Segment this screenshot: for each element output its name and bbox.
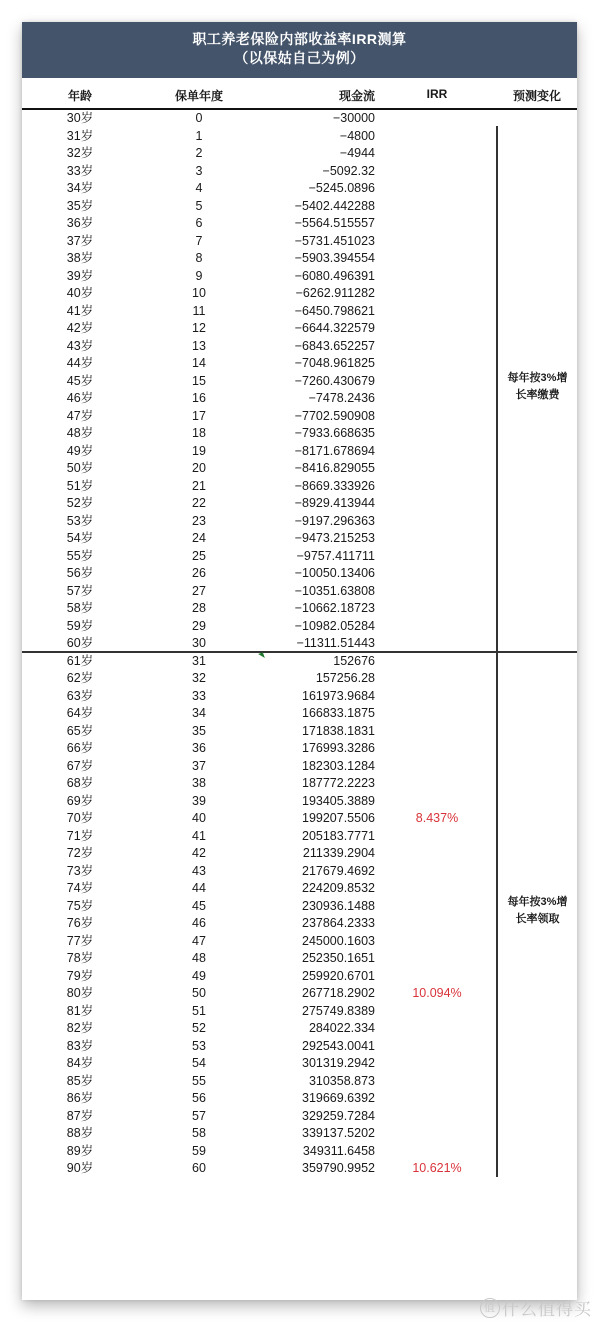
cell-policy-year: 5 [195,198,203,213]
cell-age: 30岁 [66,111,94,125]
cell-policy-year: 51 [192,1003,206,1018]
cell-age: 53岁 [66,513,94,528]
cell-age: 43岁 [66,338,94,353]
cell-policy-year: 38 [192,776,206,790]
cell-cash-flow: −7933.668635 [294,426,375,440]
table-row [22,373,577,391]
cell-cash-flow: 182303.1284 [302,758,375,773]
cell-policy-year: 27 [192,583,206,598]
table-row [22,408,577,426]
cell-policy-year: 6 [195,216,203,230]
cell-age: 81岁 [66,1003,94,1018]
cell-policy-year: 58 [192,1126,206,1140]
cell-age: 57岁 [66,583,94,598]
cell-cash-flow: −4944 [339,146,375,160]
cell-policy-year: 46 [192,916,206,930]
cell-age: 54岁 [66,531,94,545]
cell-cash-flow: −6262.911282 [295,286,375,300]
cell-age: 82岁 [66,1021,94,1035]
table-row [22,1038,577,1056]
cell-policy-year: 43 [192,863,206,878]
title-band [22,22,577,78]
cell-age: 77岁 [66,933,94,948]
table-row [22,145,577,163]
table-row [22,1160,577,1178]
table-row [22,828,577,846]
cell-cash-flow: 284022.334 [308,1021,375,1035]
cell-cash-flow: −10662.18723 [294,601,375,615]
table-row [22,915,577,933]
cell-age: 88岁 [66,1126,94,1140]
cell-cash-flow: 161973.9684 [302,688,375,703]
note-receive [498,894,577,928]
cell-cash-flow: −4800 [339,128,375,143]
cell-policy-year: 7 [195,233,203,248]
cell-age: 72岁 [66,846,94,860]
cell-age: 55岁 [66,548,94,563]
cell-policy-year: 10 [192,286,206,300]
table-title: 职工养老保险内部收益率IRR测算 [192,31,407,47]
cell-policy-year: 45 [192,898,206,913]
cell-policy-year: 52 [192,1021,206,1035]
cell-cash-flow: −7260.430679 [294,373,375,388]
cell-policy-year: 57 [192,1108,206,1123]
cell-age: 37岁 [66,233,94,248]
table-row [22,880,577,898]
cell-policy-year: 59 [192,1143,206,1158]
table-row [22,810,577,828]
cell-age: 56岁 [66,566,94,580]
cell-age: 68岁 [66,776,94,790]
cell-age: 44岁 [66,356,94,370]
header-cash-flow: 现金流 [338,89,375,103]
cell-cash-flow: −6843.652257 [294,338,375,353]
table-row [22,635,577,653]
cell-policy-year: 3 [195,163,203,178]
cell-policy-year: 20 [192,461,206,475]
cell-policy-year: 53 [192,1038,206,1053]
cell-policy-year: 40 [192,811,206,825]
table-row [22,845,577,863]
cell-cash-flow: −30000 [332,111,375,125]
cell-age: 63岁 [66,688,94,703]
cell-cash-flow: −8929.413944 [294,496,375,510]
table-row [22,128,577,146]
table-row [22,1125,577,1143]
cell-cash-flow: −9757.411711 [296,548,375,563]
cell-cash-flow: 339137.5202 [302,1126,375,1140]
cell-cash-flow: 176993.3286 [302,741,375,755]
cell-age: 73岁 [66,863,94,878]
cell-cash-flow: 310358.873 [308,1073,375,1088]
cell-policy-year: 15 [192,373,206,388]
cell-cash-flow: −8669.333926 [294,478,375,493]
cell-policy-year: 2 [195,146,203,160]
cell-age: 51岁 [66,478,94,493]
cell-irr: 10.621% [412,1161,462,1175]
cell-policy-year: 23 [192,513,206,528]
cell-age: 87岁 [66,1108,94,1123]
table-row [22,180,577,198]
table-row [22,320,577,338]
cell-policy-year: 1 [195,128,203,143]
cell-cash-flow: 217679.4692 [302,863,375,878]
table-row [22,653,577,671]
cell-cash-flow: −6080.496391 [294,268,375,283]
cell-policy-year: 56 [192,1091,206,1105]
cell-policy-year: 16 [192,391,206,405]
header-forecast: 预测变化 [512,89,561,103]
cell-age: 35岁 [66,198,94,213]
table-row [22,548,577,566]
cell-age: 70岁 [66,811,94,825]
cell-policy-year: 47 [192,933,206,948]
cell-cash-flow: 252350.1651 [302,951,375,965]
cell-policy-year: 49 [192,968,206,983]
cell-age: 79岁 [66,968,94,983]
note-receive-line2: 长率领取 [515,913,560,925]
cell-policy-year: 34 [192,706,206,720]
cell-age: 45岁 [66,373,94,388]
table-row [22,513,577,531]
table-row [22,478,577,496]
cell-age: 41岁 [66,303,94,318]
header-irr: IRR [426,87,448,101]
cell-age: 74岁 [66,881,94,895]
table-row [22,1003,577,1021]
table-row [22,670,577,688]
cell-age: 76岁 [66,916,94,930]
cell-cash-flow: −9473.215253 [294,531,375,545]
table-row [22,1108,577,1126]
cell-cash-flow: −9197.296363 [294,513,375,528]
header-age: 年龄 [67,89,92,103]
cell-cash-flow: −10351.63808 [294,583,375,598]
table-row [22,215,577,233]
cell-irr: 8.437% [415,811,459,825]
table-row [22,863,577,881]
table-row [22,460,577,478]
column-header-row [22,80,577,108]
cell-age: 39岁 [66,268,94,283]
cell-age: 80岁 [66,986,94,1000]
cell-cash-flow: 301319.2942 [302,1056,375,1070]
cell-age: 83岁 [66,1038,94,1053]
cell-cash-flow: −7702.590908 [294,408,375,423]
table-row [22,110,577,128]
table-row [22,600,577,618]
table-row [22,705,577,723]
table-row [22,618,577,636]
cell-cash-flow: −11311.51443 [296,636,375,650]
cell-age: 59岁 [66,618,94,633]
table-row [22,775,577,793]
watermark-text: 什么值得买 [502,1300,592,1319]
cell-age: 47岁 [66,408,94,423]
cell-age: 78岁 [66,951,94,965]
cell-irr: 10.094% [412,986,462,1000]
cell-age: 46岁 [66,391,94,405]
cell-cash-flow: −10050.13406 [294,566,375,580]
cell-policy-year: 33 [192,688,206,703]
cell-cash-flow: 319669.6392 [302,1091,375,1105]
table-row [22,1020,577,1038]
cell-policy-year: 50 [192,986,206,1000]
cell-age: 48岁 [66,426,94,440]
cell-age: 90岁 [66,1161,94,1175]
table-row [22,1055,577,1073]
cell-age: 65岁 [66,723,94,738]
table-row [22,968,577,986]
cell-cash-flow: 157256.28 [315,671,375,685]
cell-cash-flow: 245000.1603 [302,933,375,948]
table-row [22,758,577,776]
cell-age: 33岁 [66,163,94,178]
cell-age: 40岁 [66,286,94,300]
note-receive-line1: 每年按3%增 [507,896,568,908]
cell-cash-flow: 237864.2333 [302,916,375,930]
table-row [22,250,577,268]
cell-age: 84岁 [66,1056,94,1070]
table-row [22,355,577,373]
cell-cash-flow: 199207.5506 [302,811,375,825]
cell-cash-flow: 275749.8389 [302,1003,375,1018]
cell-age: 62岁 [66,671,94,685]
cell-policy-year: 9 [195,268,203,283]
cell-policy-year: 30 [192,636,206,650]
cell-policy-year: 39 [192,793,206,808]
table-row [22,583,577,601]
cell-policy-year: 0 [195,111,203,125]
cell-policy-year: 41 [192,828,206,843]
table-row [22,933,577,951]
table-row [22,163,577,181]
cell-policy-year: 25 [192,548,206,563]
cell-age: 49岁 [66,443,94,458]
table-subtitle: （以保姑自己为例） [234,50,365,66]
cell-policy-year: 48 [192,951,206,965]
table-row [22,425,577,443]
table-row [22,1143,577,1161]
cell-policy-year: 35 [192,723,206,738]
table-row [22,233,577,251]
cell-policy-year: 8 [195,251,203,265]
cell-cash-flow: 329259.7284 [302,1108,375,1123]
cell-cash-flow: 193405.3889 [302,793,375,808]
cell-policy-year: 19 [192,443,206,458]
table-row [22,950,577,968]
cell-age: 52岁 [66,496,94,510]
cell-cash-flow: 166833.1875 [302,706,375,720]
cell-age: 64岁 [66,706,94,720]
header-policy-year: 保单年度 [174,89,223,103]
table-row [22,1073,577,1091]
cell-age: 58岁 [66,601,94,615]
cell-cash-flow: −6450.798621 [294,303,375,318]
cell-cash-flow: 349311.6458 [302,1143,375,1158]
note-payment-line1: 每年按3%增 [507,372,568,384]
cell-cash-flow: 205183.7771 [302,828,375,843]
cell-policy-year: 11 [192,303,206,318]
cell-cash-flow: −5731.451023 [294,233,375,248]
table-row [22,1090,577,1108]
cell-cash-flow: −5903.394554 [294,251,375,265]
cell-age: 34岁 [66,181,94,195]
cell-cash-flow: −7048.961825 [294,356,375,370]
table-row [22,565,577,583]
cell-age: 85岁 [66,1073,94,1088]
cell-cash-flow: −5564.515557 [294,216,375,230]
cell-policy-year: 13 [192,338,206,353]
cell-policy-year: 44 [192,881,206,895]
cell-policy-year: 60 [192,1161,206,1175]
cell-cash-flow: 267718.2902 [302,986,375,1000]
table-row [22,303,577,321]
cell-cash-flow: −10982.05284 [294,618,375,633]
cell-policy-year: 4 [195,181,203,195]
note-payment [498,370,577,404]
table-row [22,793,577,811]
cell-age: 60岁 [66,636,94,650]
table-row [22,495,577,513]
table-row [22,740,577,758]
phase-divider [22,651,577,653]
cell-policy-year: 12 [192,321,206,335]
table-row [22,898,577,916]
cell-policy-year: 37 [192,758,206,773]
watermark-logo-icon: 值 [480,1298,500,1318]
cell-cash-flow: −6644.322579 [294,321,375,335]
cell-policy-year: 22 [192,496,206,510]
cell-policy-year: 29 [192,618,206,633]
cell-cash-flow: −8171.678694 [294,443,375,458]
cell-policy-year: 24 [192,531,206,545]
cell-cash-flow: 359790.9952 [302,1161,375,1175]
cell-policy-year: 18 [192,426,206,440]
cell-age: 31岁 [66,128,94,143]
cell-cash-flow: 152676 [333,653,375,668]
cell-policy-year: 17 [192,408,206,423]
cell-policy-year: 28 [192,601,206,615]
cell-cash-flow: −7478.2436 [308,391,375,405]
cell-policy-year: 54 [192,1056,206,1070]
cell-age: 66岁 [66,741,94,755]
cell-cash-flow: 230936.1488 [302,898,375,913]
note-payment-line2: 长率缴费 [515,389,560,401]
cell-policy-year: 32 [192,671,206,685]
table-row [22,723,577,741]
table-row [22,198,577,216]
cell-policy-year: 31 [192,653,206,668]
cell-age: 32岁 [66,146,94,160]
cell-cash-flow: 187772.2223 [302,776,375,790]
cell-policy-year: 42 [192,846,206,860]
table-row [22,338,577,356]
cell-age: 69岁 [66,793,94,808]
cell-age: 75岁 [66,898,94,913]
table-row [22,530,577,548]
cell-policy-year: 55 [192,1073,206,1088]
cell-cash-flow: 259920.6701 [302,968,375,983]
cell-cash-flow: −5245.0896 [308,181,375,195]
cell-age: 61岁 [66,653,94,668]
table-row [22,390,577,408]
cell-policy-year: 14 [192,356,206,370]
cell-age: 36岁 [66,216,94,230]
cell-cash-flow: 224209.8532 [302,881,375,895]
cell-cash-flow: −5092.32 [322,163,375,178]
table-row [22,688,577,706]
cell-policy-year: 36 [192,741,206,755]
cell-age: 86岁 [66,1091,94,1105]
watermark [480,1295,592,1320]
cell-cash-flow: 292543.0041 [302,1038,375,1053]
table-body [22,110,577,1178]
cell-cash-flow: −8416.829055 [294,461,375,475]
irr-table-card [22,22,577,1300]
table-row [22,443,577,461]
cell-age: 67岁 [66,758,94,773]
cell-policy-year: 21 [192,478,206,493]
cell-age: 50岁 [66,461,94,475]
table-row [22,285,577,303]
cell-age: 71岁 [66,828,94,843]
cell-cash-flow: 211339.2904 [302,846,375,860]
cell-cash-flow: 171838.1831 [302,723,375,738]
cell-age: 38岁 [66,251,94,265]
table-row [22,268,577,286]
cell-policy-year: 26 [192,566,206,580]
cell-cash-flow: −5402.442288 [294,198,375,213]
cell-age: 42岁 [66,321,94,335]
cell-age: 89岁 [66,1143,94,1158]
table-row [22,985,577,1003]
